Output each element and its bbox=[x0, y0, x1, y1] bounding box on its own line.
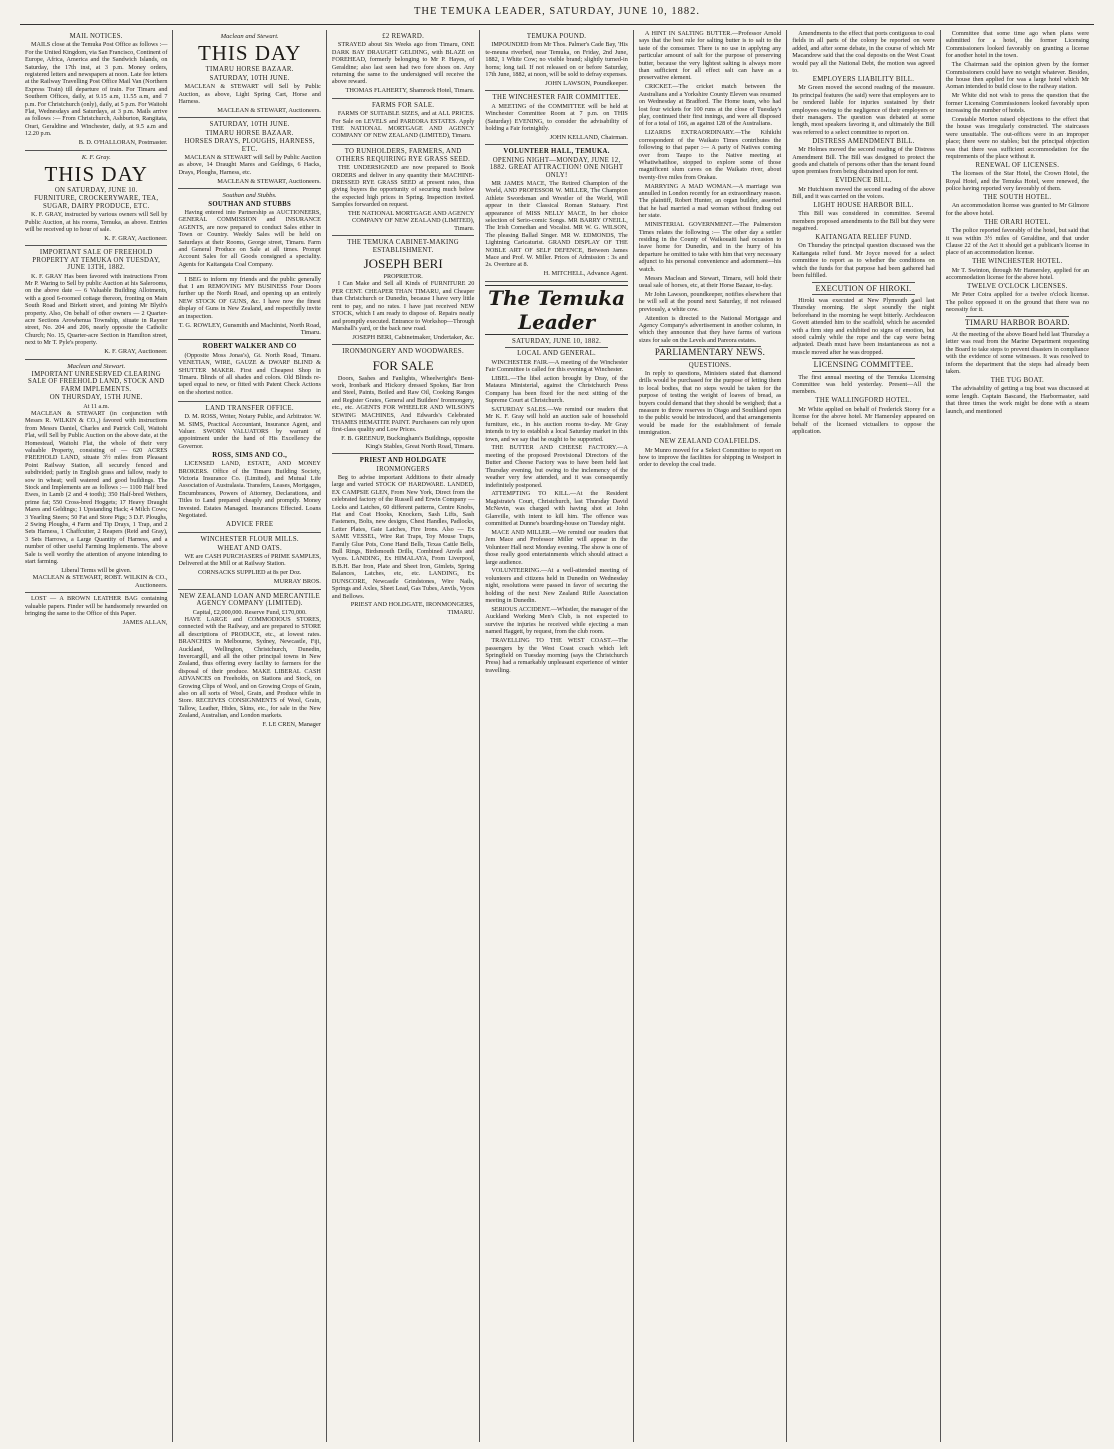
light-title: LIGHT HOUSE HARBOR BILL. bbox=[813, 201, 914, 209]
prop-text: K. F. GRAY Has been favored with instructions From Mr P. Waring to Sell by public Auction at his Salerooms, on the above date — 6 Valuable Building Allotments, with a good 6-roomed cottage thereon, fronting on Main South Road and Birkett street, and joining Mr Blyth's property. Also, On behalf of other owners — 2 Quarter-acre Sections Arowhenua Township, situate in Rayner street, No. 204 and 206, nearly opposite the Catholic Church; No. 15, Quarter-acre Section in Hamilton street, next to Mr T. Pyle's property. bbox=[25, 272, 168, 347]
rw-name: ROBERT WALKER AND CO bbox=[202, 343, 297, 351]
mail-signature: B. D. O'HALLORAN, Postmaster. bbox=[78, 139, 168, 147]
bazaar-signature: MACLEAN & STEWART, Auctioneers. bbox=[217, 106, 321, 114]
bazaar-title-2: HORSES DRAYS, PLOUGHS, HARNESS, ETC. bbox=[184, 138, 315, 153]
bazaar-text: MACLEAN & STEWART will Sell by Public Auction, as above, Light Spring Cart, Horse and Harness. bbox=[178, 83, 321, 106]
rye-text: THE UNDERSIGNED are now prepared to Book ORDERS and deliver in any quantity their MACHINE-DRESSED RYE GRASS SEED at present rates, thus giving buyers the opportunity of securing much below the expected high prices in Spring. Inspection invited. Samples forwarded on request. bbox=[331, 164, 475, 209]
local-item: VOLUNTEERING.—At a well-attended meeting of volunteers and citizens held in Dunedin on Wednesday night, resolutions were passed in favor of securing the holding of the next New Zealand Rifle Association meeting in Dunedin. bbox=[485, 567, 628, 605]
pound-signature: JOHN LAWSON, Poundkeeper. bbox=[545, 79, 628, 87]
land-text: D. M. ROSS, Writer, Notary Public, and Arbitrator. W. M. SIMS, Practical Accountant, Insurance Agent, and Valuer. SWORN VALUATORS by warrant of appointment under the hand of His Excellency the Governor. bbox=[178, 413, 321, 450]
divider bbox=[812, 294, 914, 295]
priest-holdgate bbox=[332, 454, 474, 616]
news-item: Messrs Maclean and Stewart, Timaru, will hold their usual sale of horses, etc, at their Horse Bazaar, to-day. bbox=[638, 274, 782, 289]
column-6 bbox=[787, 30, 940, 1442]
mail-text: MAILS close at the Temuka Post Office as follows :— For the United Kingdom, via San Francisco, Continent of Europe, Africa, America and the Sandwich Islands, on Saturday, the 17th inst, at 3 p.m. Money orders, registered letters and newspapers at noon. Late fee letters at the Railway Travelling Post Office Mail Van (Northern Express Train) till departure of train. For Timaru and Southern Offices, daily, at 9.15 a.m, 11.55 a.m, and 7 p.m. For Christchurch (only), daily, at 5 p.m. For Waitohi Flat, Wednesdays and Saturdays, at 3 p.m. Mails arrive as follows :— From Christchurch, Ashburton, Rangitata, Orari, Geraldine and Winchester, daily, at 9.5 a.m and 12.20 p.m. bbox=[25, 41, 168, 138]
hall-title: VOLUNTEER HALL, TEMUKA. bbox=[503, 148, 610, 156]
iron-title: IRONMONGERY AND WOODWARES. bbox=[342, 348, 464, 356]
temuka-pound bbox=[485, 30, 627, 91]
harbor-title: TIMARU HARBOR BOARD. bbox=[964, 317, 1070, 327]
land-transfer bbox=[178, 402, 320, 534]
masthead: THE TEMUKA LEADER, SATURDAY, JUNE 10, 1882. bbox=[20, 6, 1094, 25]
bazaar-sub: TIMARU HORSE BAZAAR. bbox=[205, 66, 294, 74]
flour-title: WINCHESTER FLOUR MILLS. bbox=[200, 536, 299, 544]
fair-text: A MEETING of the COMMITTEE will be held at Winchester Committee Room at 7 p.m. on THIS (Saturday) EVENING, to consider the advisability of holding a Fair fortnightly. bbox=[485, 102, 628, 132]
local-item: WINCHESTER FAIR.—A meeting of the Winchester Fair Committee is called for this evening at Winchester. bbox=[485, 358, 628, 373]
ss-header: Southan and Stubbs. bbox=[222, 192, 277, 200]
gray-text: K. F. GRAY, instructed by various owners will Sell by Public Auction, at his rooms, Temuka, as above. Entries will be received up to hour of sale. bbox=[25, 211, 168, 234]
cornsacks-text: CORNSACKS SUPPLIED at 8s per Doz. bbox=[197, 569, 302, 577]
volunteer-hall bbox=[485, 145, 627, 281]
hall-signature: H. MITCHELL, Advance Agent. bbox=[543, 270, 628, 278]
winch-text: Mr T. Swinton, through Mr Hamersley, applied for an accommodation license for the above hotel. bbox=[945, 266, 1090, 282]
rs-name: ROSS, SIMS AND CO., bbox=[212, 451, 288, 459]
rye-signature: THE NATIONAL MORTGAGE AND AGENCY COMPANY OF NEW ZEALAND (LIMITED), Timaru. bbox=[347, 210, 475, 232]
hall-sub: OPENING NIGHT—MONDAY, JUNE 12, 1882. GREAT ATTRACTION! ONE NIGHT ONLY! bbox=[489, 156, 624, 179]
coal-text: Mr Munro moved for a Select Committee to report on how to improve the facilities for shipping in Westport in order to develop the coal trade. bbox=[638, 446, 782, 469]
farms-text: FARMS OF SUITABLE SIZES, and at ALL PRICES. For Sale on LEVELS and PAREORA ESTATES. Apply THE NATIONAL MORTGAGE AND AGENCY COMPANY OF NEW ZEALAND (LIMITED), Timaru. bbox=[331, 110, 475, 140]
lic-text: The first annual meeting of the Temuka Licensing Committee was held yesterday. Present—All the members. bbox=[792, 373, 935, 396]
hall-text: MR JAMES MACE, The Retired Champion of the World, AND PROFESSOR W. MILLER, The Champion Athlete Swordsman and Wrestler of the World, Will appear in their Classical Roman Statuary. First appearance of MISS NELLY MACE, In her choice selection of Serio-comic Songs. MR BARRY O'NEILL, The Irish Comedian and Vocalist. MR W. G. WILSON, The pleasing Ballad Singer. MR W. EDMONDS, The Lightning Caricaturist. GRAND DISPLAY OF THE NOBLE ART OF SELF DEFENCE, Between James Mace and Prof. W. Miller. Prices of Admission : 3s and 2s. Overture at 8. bbox=[485, 179, 628, 269]
bazaar-date: SATURDAY, 10TH JUNE. bbox=[209, 74, 290, 82]
paper-nameplate: The Temuka Leader bbox=[485, 285, 627, 335]
fair-committee bbox=[485, 91, 627, 145]
beri-signature: JOSEPH BERI, Cabinetmaker, Undertaker, &c. bbox=[352, 333, 475, 341]
pound-title: TEMUKA POUND. bbox=[526, 33, 587, 40]
nz-loan bbox=[178, 590, 320, 729]
bazaar-sub-2: TIMARU HORSE BAZAAR. bbox=[205, 129, 294, 137]
ss-name: SOUTHAN AND STUBBS bbox=[208, 200, 292, 208]
bazaar-signature-2: MACLEAN & STEWART, Auctioneers. bbox=[217, 177, 321, 185]
parliament-title: PARLIAMENTARY NEWS. bbox=[654, 347, 766, 358]
divider bbox=[812, 358, 914, 359]
this-day-2: THIS DAY bbox=[197, 41, 302, 66]
wall-text: Mr White applied on behalf of Frederick Storey for a license for the above hotel. Mr Hamersley appeared on behalf of the licensed victuallers to oppose the application. bbox=[792, 405, 935, 435]
rs-text: LICENSED LAND, ESTATE, AND MONEY BROKERS. Office of the Timaru Building Society, Victoria Insurance Co. (Limited), and Mutual Life Association of Australasia. Transfers, Leases, Mortgages, Encumbrances, Powers of Attorney, Declarations, and Titles to Land prepared cheaply and promptly. Money Invested. Estates Managed. Insurances Effected. Loans Negotiated. bbox=[178, 460, 321, 519]
ph-name: PRIEST AND HOLDGATE bbox=[359, 457, 447, 465]
beri-text: I Can Make and Sell all Kinds of FURNITURE 20 PER CENT. CHEAPER THAN TIMARU, and Cheaper than Christchurch or Dunedin, because I have very little rent to pay, and no rates. I have just received NEW STOCK, which I am ready to dispose of. Repairs neatly and promptly executed. Entrance to Workshop—Through Marshall's yard, or the back new road. bbox=[331, 280, 475, 332]
news-item: MINISTERIAL GOVERNMENT.—The Palmerston Times relates the following :— The other day a settler residing in the County of Waikouaiti had occasion to leave home for Dunedin, and in the hurry of his departure he omitted to take with him that very necessary adjunct to his personal convenience and adornment—his watch. bbox=[638, 221, 782, 273]
gray-signature: K. F. GRAY, Auctioneer. bbox=[104, 234, 168, 242]
freehold-sale bbox=[25, 246, 167, 359]
divider bbox=[659, 359, 761, 360]
news-item: Committee that some time ago when plans were submitted for a hotel, the former Licensing Commissioners looked favorably on granting a license for another hotel in the town. bbox=[945, 30, 1090, 60]
clear-signature: MACLEAN & STEWART, ROBT. WILKIN & CO., Auctioneers. bbox=[32, 574, 168, 589]
lost-notice bbox=[25, 593, 167, 626]
clear-time: At 11 a.m. bbox=[83, 402, 110, 410]
reward-text: STRAYED about Six Weeks ago from Timaru, ONE DARK BAY DRAUGHT GELDING, with BLAZE on FOREHEAD, formerly belonging to Mr P. Hayes, of Geraldine; also last seen had two fore shoes on. Any returning the same to the undersigned will receive the above reward. bbox=[331, 41, 475, 86]
ss-text: Having entered into Partnership as AUCTIONEERS, GENERAL COMMISSION and INSURANCE AGENTS, are now prepared to conduct Sales either in Town or Country. Weekly Sales will be held on Saturdays at their Rooms, George street, Timaru. Farm and General Produce on Sale at all times. Prompt Account Sales for all Goods consigned a speciality. Agents for Kaitangata Coal Company. bbox=[178, 208, 321, 268]
twelve-title: TWELVE O'CLOCK LICENSES. bbox=[967, 283, 1068, 290]
paper-date: SATURDAY, JUNE 10, 1882. bbox=[512, 337, 602, 345]
advice-free: ADVICE FREE bbox=[226, 520, 274, 528]
harbor-text: At the meeting of the above Board held last Thursday a letter was read from the Marine Department requesting the Board to take steps to prevent disasters in compliance with the evidence of some witnesses. It was resolved to inform the department that the steps had already been taken. bbox=[945, 331, 1090, 376]
local-item: ATTEMPTING TO KILL.—At the Resident Magistrate's Court, Christchurch, last Thursday David McNevin, was charged with having shot at John Glanville, with intent to kill him. The offence was committed at Dunne's boarding-house on Tuesday night. bbox=[485, 490, 628, 528]
rw-text: (Opposite Moss Jonas's), Gt. North Road, Timaru. VENETIAN, WIRE, GAUZE & DWARF BLIND & SHUTTER MAKER. First and Cheapest Shop in Timaru. Blinds of all shades and colors. Old Blinds re-taped equal to new, or fitted with Patent Check Actions on the shortest notice. bbox=[178, 351, 321, 396]
local-item: SATURDAY SALES.—We remind our readers that Mr K. F. Gray will hold an auction sale of household furniture, etc., in his auction rooms to-day. Mr Gray intends to try to establish a local Saturday market in this town, and we say that he ought to be supported. bbox=[485, 405, 628, 443]
land-title: LAND TRANSFER OFFICE. bbox=[205, 404, 294, 412]
lost-text: LOST — A BROWN LEATHER BAG containing valuable papers. Finder will be handsomely rewarded on bringing the same to the Office of this Paper. bbox=[25, 595, 168, 618]
reward-notice bbox=[332, 30, 474, 99]
local-item: MACE AND MILLER.—We remind our readers that Jem Mace and Professor Miller will appear in the Volunteer Hall next Monday evening. The show is one of those really good entertainments which should attract a large audience. bbox=[485, 528, 628, 566]
column-1 bbox=[20, 30, 173, 1442]
gray-this-day: THIS DAY bbox=[44, 162, 148, 186]
tug-text: The advisability of getting a tug boat was discussed at some length. Captain Bascand, the Harbormaster, said that three times the work might be done with a steam launch, and mentioned bbox=[945, 385, 1090, 415]
mail-title: MAIL NOTICES. bbox=[69, 33, 123, 40]
wheat-text: WE are CASH PURCHASERS of PRIME SAMPLES, Delivered at the Mill or at Railway Station. bbox=[178, 553, 321, 568]
rowley-notice bbox=[178, 274, 320, 341]
questions-title: QUESTIONS. bbox=[688, 361, 732, 369]
orari-text: The police reported favorably of the hotel, but said that it was within 3½ miles of Geraldine, and that under Clause 22 of the Act it should get a publican's license in place of an accommodation license. bbox=[945, 227, 1090, 257]
gray-date: ON SATURDAY, JUNE 10. bbox=[54, 187, 138, 194]
dist-text: Mr Holmes moved the second reading of the Distress Amendment Bill. The Bill was designed to protect the goods and chattels of persons other than the tenant found upon premises from being distrained upon for rent. bbox=[792, 146, 935, 176]
iron-text: Doors, Sashes and Fanlights, Wheelwright's Bent-work, Ironbark and Hickory dressed Spokes, Bar Iron and Steel, Paints, Boiled and Raw Oil, Cooking Ranges and Register Grates, General and Builders' Ironmongery, etc., etc. AGENTS FOR WHEELER AND WILSON'S SEWING MACHINES, And Edwards's Celebrated THAMES HEMATITE PAINT. Purchasers can rely upon first-class quality and Low Prices. bbox=[331, 374, 475, 434]
prop-title: IMPORTANT SALE OF FREEHOLD PROPERTY AT TEMUKA ON TUESDAY, JUNE 13TH, 1882. bbox=[32, 249, 161, 272]
ms-header: Maclean and Stewart. bbox=[67, 362, 126, 370]
local-title: LOCAL AND GENERAL. bbox=[517, 350, 597, 358]
beri-name: JOSEPH BERI bbox=[363, 256, 443, 272]
emp-text: Mr Green moved the second reading of the measure. Its principal features (he said) were that employers are to be rendered liable for injuries sustained by their employees owing to the negligence of their employers or their managers. The question was debated at some length, most speakers favoring it, and ultimately the Bill was referred to a select committee to report on. bbox=[792, 84, 935, 136]
nzl-title: NEW ZEALAND LOAN AND MERCANTILE AGENCY COMPANY (LIMITED). bbox=[179, 592, 320, 608]
column-3 bbox=[327, 30, 480, 1442]
local-item: SERIOUS ACCIDENT.—Whistler, the manager of the Auckland Working Men's Club, is not expected to survive the injuries he received while ejecting a man named Haggett, by request, from the club room. bbox=[485, 606, 628, 636]
ms-header-2: Maclean and Stewart. bbox=[220, 33, 279, 40]
nzl-text: HAVE LARGE and COMMODIOUS STORES, connected with the Railway, and are prepared to STORE all descriptions of PRODUCE, etc., at lowest rates. BRANCHES in Melbourne, Sydney, Newcastle, Fiji, Auckland, Wellington, Christchurch, Dunedin, Invercargill, and all the other principal towns in New Zealand, thus offering every facility to farmers for the disposal of their produce. MAKE LIBERAL CASH ADVANCES on Freeholds, on Stations and Stock, on Growing Clips of Wool, and on Growing Crops of Grain, also on all sorts of Wool, Grain, and Produce while in Store. RECEIVES CONSIGNMENTS of Wool, Grain, Tallow, Leather, Hides, Skins, etc., for sale in the New Zealand, Australian, and London markets. bbox=[178, 615, 321, 720]
ph-signature: PRIEST AND HOLDGATE, IRONMONGERS, TIMARU. bbox=[350, 601, 475, 616]
nzl-capital: Capital, £2,000,000. Reserve Fund, £170,000. bbox=[192, 608, 307, 616]
orari-title: THE ORARI HOTEL. bbox=[984, 218, 1051, 226]
clear-terms: Liberal Terms will be given. bbox=[61, 567, 132, 574]
farms-title: FARMS FOR SALE. bbox=[371, 101, 435, 109]
evid-text: Mr Hutchison moved the second reading of the above Bill, and it was carried on the voices. bbox=[792, 185, 935, 201]
iron-signature: F. B. GREENUP, Buckingham's Buildings, opposite King's Stables, Great North Road, Timaru. bbox=[341, 435, 475, 450]
wall-title: THE WALLINGFORD HOTEL. bbox=[815, 397, 912, 405]
emp-title: EMPLOYERS LIABILITY BILL. bbox=[812, 75, 915, 83]
exec-title: EXECUTION OF HIROKI. bbox=[815, 283, 912, 293]
column-4 bbox=[480, 30, 633, 1442]
news-item: LIZARDS EXTRAORDINARY.—The Kihikihi correspondent of the Waikato Times contributes the following to that paper :— A party of Natives coming over from Taupo to the Native meeting at Whatiwhatihoe, stopped to explore some of those magnificent slum caves on the Waikato river, about twenty-five miles from Orakau. bbox=[638, 129, 782, 181]
wheat-title: WHEAT AND OATS. bbox=[217, 544, 282, 552]
news-item: Attention is directed to the National Mortgage and Agency Company's advertisement in another column, in which they announce that they have farms of various sizes for sale on the Levels and Pareora estates. bbox=[638, 314, 782, 344]
local-item: TRAVELLING TO THE WEST COAST.—The passengers by the West Coast coach which left Springfield on Tuesday morning (says the Christchurch Press) had a remarkably unpleasant experience of winter travelling. bbox=[485, 637, 628, 674]
tug-title: THE TUG BOAT. bbox=[990, 376, 1045, 384]
local-item: LIBEL.—The libel action brought by Dray, of the Mataura Ministerial, against the Christchurch Press Company has been fixed for the next sitting of the Supreme Court at Christchurch. bbox=[485, 374, 628, 405]
divider bbox=[966, 328, 1069, 329]
horse-bazaar-1 bbox=[178, 30, 320, 118]
dist-title: DISTRESS AMENDMENT BILL. bbox=[812, 137, 915, 145]
ph-sub: IRONMONGERS bbox=[376, 465, 430, 473]
pound-text: IMPOUNDED from Mr Thos. Palmer's Cade Bay, 'His te-meuna riverbed, near Temuka, on Friday, 2nd June, 1882, 1 White Cow; no visible brand; slightly turned-in horns; long tail. If not released on or before Saturday, 17th June, 1882, at noon, will be sold to defray expenses. bbox=[485, 41, 628, 79]
fair-signature: JOHN KELLAND, Chairman. bbox=[549, 133, 628, 141]
nzl-signature: F. LE CREN, Manager bbox=[262, 721, 321, 729]
ph-text: Beg to advise important Additions to their already large and varied STOCK OF HARDWARE. LANDED, EX CAMPSIE GLEN, From New York, Direct from the celebrated factory of the Russell and Erwin Company — Locks and Latches, 60 different patterns, Centre Knobs, Hat and Coat Hooks, Knockers, Sash Lifts, Sash Fasteners, Bolts, new designs, Chest Handles, Padlocks, Letter Plates, Gate Latches, Fire Irons. Also — Ex SAME VESSEL, Wire Rat Traps, Toy Mouse Traps, Family Glue Pots, Cone Hand Bells, Texas Cattle Bells, Bull Rings, Birdsmouth Drills, Combined Anvils and Vyces. LANDING, Ex HIMALAYA, From Liverpool, B.B.H. Bar Iron, Plate and Sheet Iron, Gimlets, Spring Balances, Latches, etc, etc. LANDING, Ex DUNSCORE, Newcastle Grindstones, Wire Nails, Springs and Axles, Sheet Lead, Gas Tubes, Anvils, Vyces and Bellows. bbox=[331, 474, 475, 600]
column-2 bbox=[173, 30, 326, 1442]
news-item: Amendments to the effect that ports contiguous to coal fields in all parts of the colony be reported on were added, and after some debate, in the course of which Mr Macandrew said that the coal deposits on the West Coast would pay all the National Debt, the motion was agreed to. bbox=[792, 30, 935, 75]
exec-text: Hiroki was executed at New Plymouth gaol last Thursday morning. He slept soundly the night beforehand in the morning he wept bitterly. Archdeacon Govett attended him to the scaffold, which he ascended with a firm step and exhibited no signs of emotion, but stood calmly while the rope and the cap were being adjusted. Death must have been instantaneous as not a muscle moved after he was dropped. bbox=[792, 296, 935, 356]
cab-title: THE TEMUKA CABINET-MAKING ESTABLISHMENT. bbox=[347, 239, 459, 254]
kait-text: On Thursday the principal question discussed was the Kaitangata relief fund. Mr Joyce moved for a select committee to report as to whether the conditions on which the funds for that purpose had been gathered had been fulfilled. bbox=[792, 242, 935, 280]
rye-title: TO RUNHOLDERS, FARMERS, AND OTHERS REQUIRING RYE GRASS SEED. bbox=[336, 148, 471, 163]
ren-title: RENEWAL OF LICENSES. bbox=[975, 161, 1060, 169]
divider bbox=[966, 316, 1069, 317]
beri-proprietor: PROPRIETOR. bbox=[383, 273, 423, 281]
reward-signature: THOMAS FLAHERTY, Shamrock Hotel, Timaru. bbox=[345, 87, 475, 95]
news-item: CRICKET.—The cricket match between the Australians and a Yorkshire County Eleven was resumed on Wednesday at Bradford. The Home team, who had lost four wickets for 100 runs at the close of Tuesday's play, continued their first innings, and were all disposed of for a total of 166, as against 128 of the Australians. bbox=[638, 83, 782, 128]
horse-bazaar-2 bbox=[178, 118, 320, 189]
murray-signature: MURRAY BROS. bbox=[273, 578, 321, 586]
news-item: Constable Morton raised objections to the effect that the house was irregularly constructed. The staircases were unsuitable. The out-offices were in an improper place; there were no stables; but the principal objection was that there was sufficient accommodation for the requirements of the place without it. bbox=[945, 115, 1090, 160]
clear-text: MACLEAN & STEWART (in conjunction with Messrs R. WILKIN & CO.,) favored with instructions from Messrs Daniel, Charles and Patrick Coll, Waitohi Flat, will Sell by Public Auction on the above date, at the Homestead, Waitohi Flat, the whole of their very valuable Property, consisting of — 620 ACRES FREEHOLD LAND, situate 3½ miles from Pleasant Point Railway Station, all securely fenced and subdivided; partly in English grass and fallow, ready to sow in wheat; well watered and good buildings. The Stock and Implements are as follows :— 1100 Half bred Ewes, in Lamb (2 and 4 tooth); 350 Half-bred Wethers, prime fat; 550 Cross-bred Hoggets; 17 Heavy Draught Mares and Geldings; 1 Upstanding Hack; 4 Milch Cows; 3 Yearling Steers; 50 Fat and Store Pigs; 3 D.F. Ploughs, 2 Swing Ploughs, 4 Farm and Tip Drays, 1 Trap, and 2 Sets Harness, 1 Chaffcutter, 2 Reapers (Reid and Gray), 3 Sets Harrows, a Large Quantity of Harness, and a number of other useful Farming Implements. The above Sale is well worthy the attention of anyone intending to start farming. bbox=[25, 409, 168, 566]
kait-title: KAITANGATA RELIEF FUND. bbox=[815, 234, 912, 242]
gray-auction bbox=[25, 151, 167, 247]
bazaar-text-2: MACLEAN & STEWART will Sell by Public Auction as above, 14 Draught Mares and Geldings, 6 Hacks, Drays, Ploughs, Harness, etc. bbox=[178, 153, 321, 176]
southan-stubbs bbox=[178, 189, 320, 274]
clear-date: ON THURSDAY, 15TH JUNE. bbox=[49, 394, 143, 402]
reward-title: £2 REWARD. bbox=[382, 33, 425, 40]
bazaar-date-2: SATURDAY, 10TH JUNE. bbox=[209, 121, 290, 129]
questions-text: In reply to questions, Ministers stated that diamond drills would be purchased for the purpose of letting them to local bodies, that no steps would be taken for the purpose of testing the weight of loaves of bread, as buyers could demand that they should be weighed; that a measure to throw reserves in Otago and Southland open to the public would be introduced, and that arrangements would be made for the establishment of female immigration. bbox=[638, 369, 782, 437]
local-item: THE BUTTER AND CHEESE FACTORY.—A meeting of the proposed Provisional Directors of the Butter and Cheese Factory was to have been held last Thursday evening, but owing to the inclemency of the weather very few attended, and it was consequently indefinitely postponed. bbox=[485, 444, 628, 489]
divider bbox=[505, 347, 607, 348]
farms-notice bbox=[332, 99, 474, 146]
column-5 bbox=[634, 30, 787, 1442]
south-text: An accommodation license was granted to Mr Gilmore for the above hotel. bbox=[945, 202, 1090, 217]
rowley-text: I BEG to inform my friends and the public generally that I am REMOVING MY BUSINESS Four Doors further up the North Road, and opening up an entirely NEW STOCK OF GUNS, &c. I have now the finest display of Guns in New Zealand, and respectfully invite an inspection. bbox=[178, 275, 321, 320]
robert-walker bbox=[178, 340, 320, 401]
fair-title: THE WINCHESTER FAIR COMMITTEE. bbox=[492, 94, 621, 102]
divider bbox=[812, 282, 914, 283]
column-7 bbox=[941, 30, 1094, 1442]
coal-title: NEW ZEALAND COALFIELDS. bbox=[659, 438, 761, 446]
rowley-signature: T. G. ROWLEY, Gunsmith and Machinist, North Road, Timaru. bbox=[178, 321, 321, 336]
lic-title: LICENSING COMMITTEE. bbox=[813, 360, 914, 370]
gray-header: K. F. Gray. bbox=[81, 153, 111, 161]
ren-text: The licenses of the Star Hotel, the Crown Hotel, the Royal Hotel, and the Temuka Hotel, were renewed, the police having reported very favorably of them. bbox=[945, 170, 1090, 193]
prop-signature: K. F. GRAY, Auctioneer. bbox=[104, 348, 168, 356]
ironmongery bbox=[332, 345, 474, 454]
cabinet-making bbox=[332, 236, 474, 345]
divider bbox=[812, 371, 914, 372]
for-sale: FOR SALE bbox=[372, 357, 434, 373]
mail-notices bbox=[25, 30, 167, 151]
rye-notice bbox=[332, 145, 474, 236]
news-item: MARRYING A MAD WOMAN.—A marriage was annulled in London recently for an extraordinary reason. The plaintiff, Robert Hunter, an organ builder, asserted that he had married a mad woman without finding out her state. bbox=[638, 182, 782, 220]
clear-title: IMPORTANT UNRESERVED CLEARING SALE OF FREEHOLD LAND, STOCK AND FARM IMPLEMENTS. bbox=[28, 370, 165, 393]
lost-signature: JAMES ALLAN, bbox=[122, 618, 168, 626]
light-text: This Bill was considered in committee. Several members proposed amendments to the Bill but they were negatived. bbox=[792, 210, 935, 233]
news-item: A HINT IN SALTING BUTTER.—Professor Arnold says that the best rule for salting butter is to salt to the taste of the consumer. There is no use in applying any particular amount of salt for the purpose of preserving butter, because the very lightest salting is always more than sufficient for all effect salt can have as a preservative element. bbox=[638, 30, 782, 82]
winch-title: THE WINCHESTER HOTEL. bbox=[972, 258, 1063, 266]
news-item: Mr White did not wish to press the question that the former Licensing Commissioners looked favorably upon increasing the number of hotels. bbox=[945, 92, 1090, 115]
newspaper-columns bbox=[20, 30, 1094, 1442]
news-item: The Chairman said the opinion given by the former Commissioners could have no weight whatever. Besides, the house then applied for was a large hotel which Mr Aoman intended to build close to the railway station. bbox=[945, 61, 1090, 91]
south-title: THE SOUTH HOTEL. bbox=[983, 194, 1052, 202]
gray-goods: FURNITURE, CROCKERYWARE, TEA, SUGAR, DAIRY PRODUCE, ETC. bbox=[34, 195, 159, 210]
evid-title: EVIDENCE BILL. bbox=[835, 177, 892, 185]
clearing-sale bbox=[25, 360, 167, 594]
flour-mills bbox=[178, 533, 320, 589]
news-item: Mr John Lawson, poundkeeper, notifies elsewhere that he will sell at the pound next Saturday, if not released previously, a white cow. bbox=[638, 290, 782, 313]
twelve-text: Mr Peter Coira applied for a twelve o'clock license. The police opposed it on the ground that there was no necessity for it. bbox=[945, 291, 1090, 314]
